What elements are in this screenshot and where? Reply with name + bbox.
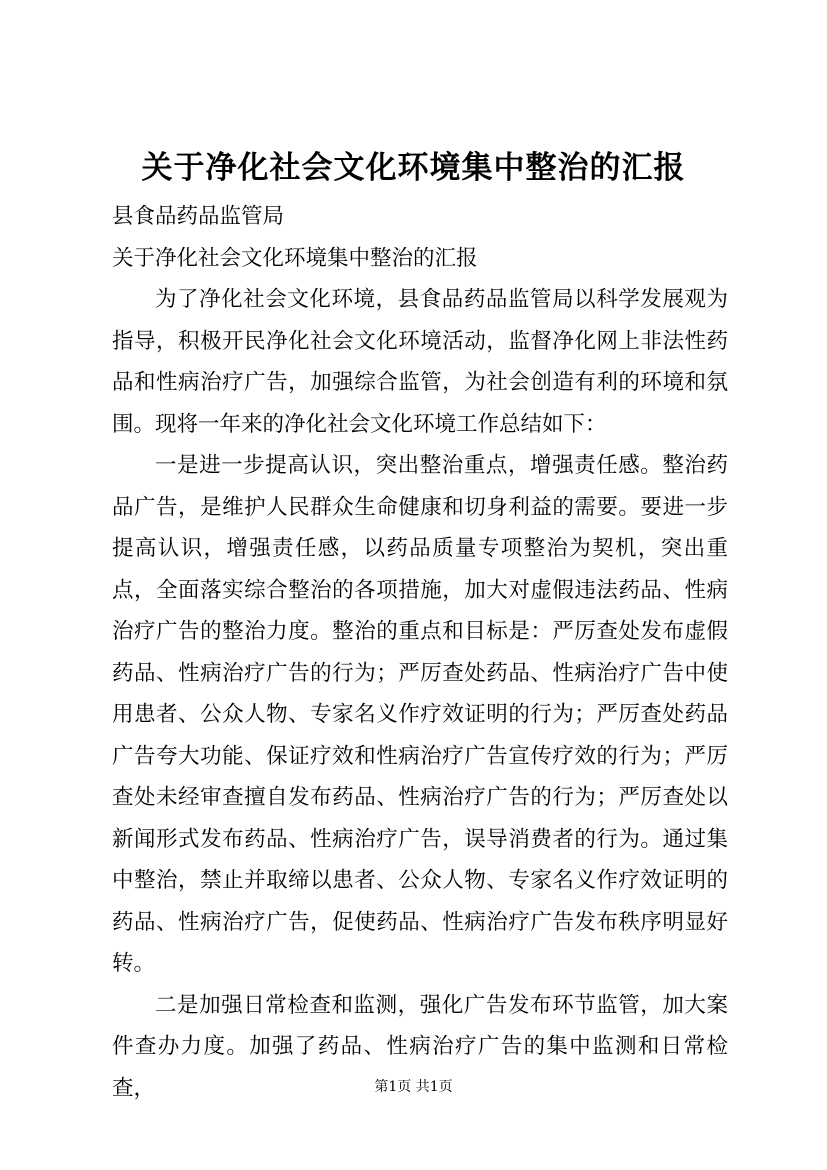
document-title: 关于净化社会文化环境集中整治的汇报	[141, 150, 686, 186]
subtitle-line: 关于净化社会文化环境集中整治的汇报	[112, 245, 478, 271]
paragraph: 二是加强日常检查和监测，强化广告发布环节监管，加大案件查办力度。加强了药品、性病治疗广告的集中监测和日常检查，	[112, 992, 728, 1101]
paragraph: 为了净化社会文化环境，县食品药品监管局以科学发展观为指导，积极开民净化社会文化环境活动，监督净化网上非法性药品和性病治疗广告，加强综合监管，为社会创造有利的环境和氛围。现将一年来的净化社会文化环境工作总结如下：	[112, 287, 728, 437]
page-footer: 第1页 共1页	[374, 1079, 453, 1095]
author-line: 县食品药品监管局	[112, 204, 285, 229]
paragraph: 一是进一步提高认识，突出整治重点，增强责任感。整治药品广告，是维护人民群众生命健康和切身利益的需要。要进一步提高认识，增强责任感，以药品质量专项整治为契机，突出重点，全面落实综合整治的各项措施，加大对虚假违法药品、性病治疗广告的整治力度。整治的重点和目标是：严厉查处发布虚假药品、性病治疗广告的行为；严厉查处药品、性病治疗广告中使用患者、公众人物、专家名义作疗效证明的行为；严厉查处药品广告夸大功能、保证疗效和性病治疗广告宣传疗效的行为；严厉查处未经审查擅自发布药品、性病治疗广告的行为；严厉查处以新闻形式发布药品、性病治疗广告，误导消费者的行为。通过集中整治，禁止并取缔以患者、公众人物、专家名义作疗效证明的药品、性病治疗广告，促使药品、性病治疗广告发布秩序明显好转。	[112, 453, 728, 976]
document-body	[112, 196, 728, 1109]
